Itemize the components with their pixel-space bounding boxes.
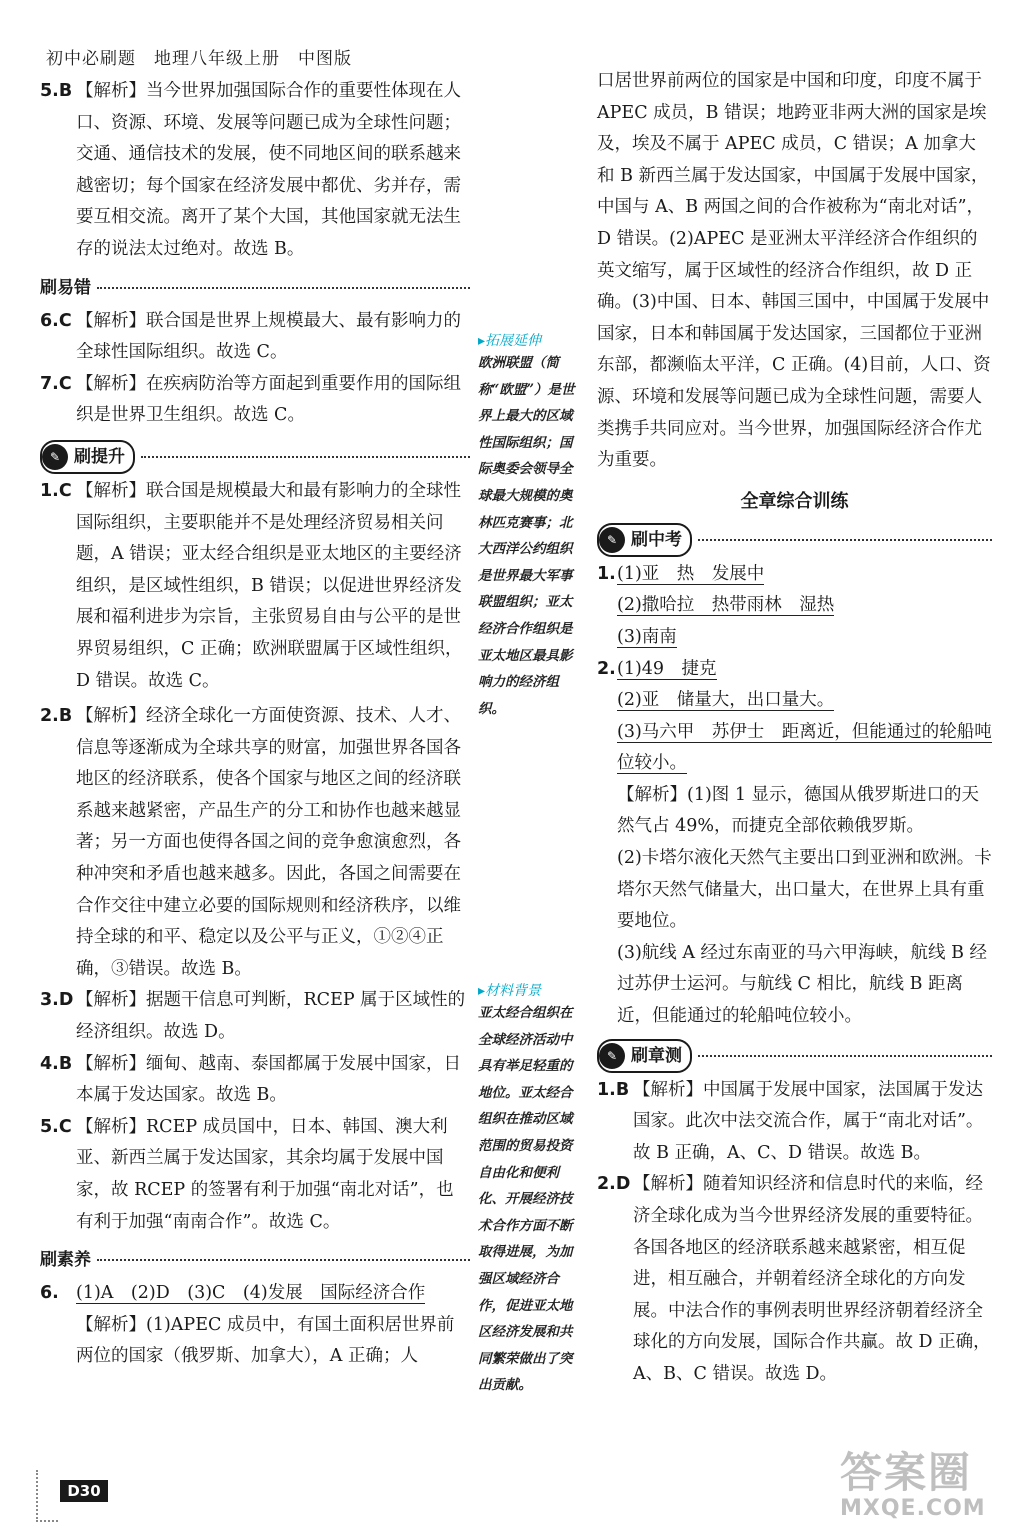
question-number: 6.C [40,310,72,331]
section-badge [597,523,692,557]
section-title: 刷中考 [631,529,682,550]
answer-5c [40,1112,470,1238]
section-suyang [40,1244,470,1276]
book-icon: ✎ [599,527,625,553]
answer-text: 【解析】(1)图 1 显示，德国从俄罗斯进口的天然气占 49%，而捷克全部依赖俄罗斯。 [617,784,980,837]
dotted-divider [698,539,992,541]
question-number: 2.B [40,706,73,727]
answer-text: (2)卡塔尔液化天然气主要出口到亚洲和欧洲。卡塔尔天然气储量大，出口量大，在世界上具有重要地位。 [617,848,992,932]
question-number: 4.B [40,1053,73,1074]
answer-text: 【解析】据题干信息可判断，RCEP 属于区域性的经济组织。故选 D。 [76,990,466,1043]
section-title: 刷提升 [74,446,125,467]
answer-text: (3)航线 A 经过东南亚的马六甲海峡，航线 B 经过苏伊士运河。与航线 C 相比，航线 B 距离近，但能通过的轮船吨位较小。 [617,942,988,1027]
page-corner-decoration [36,1470,58,1522]
question-number: 6. [40,1283,59,1304]
question-number: 1.C [40,480,72,501]
section-yicuo [40,272,470,304]
question-number: 7.C [40,373,72,394]
question-number: 3.D [40,990,74,1011]
sidebar-title-text: 拓展延伸 [485,333,542,349]
answer-5b [40,76,470,266]
section-tisheng [40,440,470,474]
watermark-line1: 答案圈 [840,1448,973,1497]
question-number: 5.C [40,1116,72,1137]
right-column [597,66,992,1391]
sidebar-title-text: 材料背景 [485,983,542,999]
section-zhongkao [597,523,992,557]
section-zhangce [597,1039,992,1073]
answer-text: 【解析】RCEP 成员国中，日本、韩国、澳大利亚、新西兰属于发达国家，其余均属于发展中国家，故 RCEP 的签署有利于加强“南北对话”，也有利于加强“南南合作”。故选 C。 [76,1116,454,1232]
answer-text: 【解析】中国属于发展中国家，法国属于发达国家。此次中法交流合作，属于“南北对话”。故 B 正确，A、C、D 错误。故选 B。 [633,1079,984,1163]
section-title: 刷章测 [631,1045,682,1066]
dotted-divider [97,1259,470,1261]
sidebar-title: ▸材料背景 [478,983,542,999]
watermark-logo [840,1440,986,1521]
answer-6 [40,1278,470,1310]
answer-c1b [597,1075,992,1170]
question-number: 1.B [597,1079,630,1100]
sidebar-text: 亚太经合组织在全球经济活动中具有举足轻重的地位。亚太经合组织在推动区域范围的贸易投资自由化和便利化、开展经济技术合作方面不断取得进展，为加强区域经济合作，促进亚太地区经济发展和共同繁荣做出了突出贡献。 [478,1005,573,1394]
answer-6c [40,306,470,369]
section-title: 刷易错 [40,277,91,298]
answer-text: 【解析】在疾病防治等方面起到重要作用的国际组织是世界卫生组织。故选 C。 [76,373,461,426]
sidebar-text: 欧洲联盟（简称“欧盟”）是世界上最大的区域性国际组织；国际奥委会领导全球最大规模的奥林匹克赛事；北大西洋公约组织是世界最大军事联盟组织；亚太经济合作组织是亚太地区最具影响力的经济组织。 [478,355,575,717]
book-icon: ✎ [42,444,68,470]
answer-4b [40,1049,470,1112]
section-title: 刷素养 [40,1250,91,1271]
sidebar-extension [478,330,578,722]
dotted-divider [698,1055,992,1057]
answer-fill: (1)49 捷克 [617,658,717,679]
answer-6-continued: 口居世界前两位的国家是中国和印度，印度不属于 APEC 成员，B 错误；地跨亚非两大洲的国家是埃及，埃及不属于 APEC 成员，C 错误；A 加拿大和 B 新西兰属于发达国家，中国属于发展中国家，中国与 A、B 两国之间的合作被称为“南北对话”，D 错误。(2)APEC 是亚洲太平洋经济合作组织的英文缩写，属于区域性的经济合作组织，故 D 正确。(3)中国、日本、韩国三国中，中国属于发展中国家，日本和韩国属于发达国家，三国都位于亚洲东部，都濒临太平洋，C 正确。(4)目前，人口、资源、环境和发展等问题已成为全球性问题，需要人类携手共同应对。当今世界，加强国际经济合作尤为重要。 [597,71,991,471]
answer-text: 【解析】(1)APEC 成员中，有国土面积居世界前两位的国家（俄罗斯、加拿大），A 正确；人 [76,1314,455,1367]
chapter-title: 全章综合训练 [740,490,849,512]
answer-z2 [597,654,992,1033]
answer-fill: (2)撒哈拉 热带雨林 湿热 [617,595,835,616]
answer-7c [40,369,470,432]
sidebar-title: ▸拓展延伸 [478,333,542,349]
sidebar-material [478,980,578,1399]
question-number: 2.D [597,1174,631,1195]
page-header: 初中必刷题 地理八年级上册 中图版 [46,49,352,69]
dotted-divider [141,456,470,458]
answer-3d [40,985,470,1048]
book-icon: ✎ [599,1043,625,1069]
answer-text: 【解析】经济全球化一方面使资源、技术、人才、信息等逐渐成为全球共享的财富，加强世界各国各地区的经济联系，使各个国家与地区之间的经济联系越来越紧密，产品生产的分工和协作也越来越显著；另一方面也使得各国之间的竞争愈演愈烈，各种冲突和矛盾也越来越多。因此，各国之间需要在合作交往中建立必要的国际规则和经济秩序，以维持全球的和平、稳定以及公平与正义，①②④正确，③错误。故选 B。 [76,706,461,979]
answer-text: 【解析】联合国是世界上规模最大、最有影响力的全球性国际组织。故选 C。 [76,310,461,363]
left-column [40,76,470,1373]
answer-text: 【解析】缅甸、越南、泰国都属于发展中国家，日本属于发达国家。故选 B。 [76,1053,461,1106]
answer-fill: (3)南南 [617,626,677,647]
answer-fill: (1)亚 热 发展中 [617,563,765,584]
watermark-line2: MXQE.COM [840,1496,986,1521]
page-number: D30 [60,1480,108,1502]
answer-6-explanation [40,1310,470,1373]
question-number: 5.B [40,81,73,101]
answer-text: 【解析】当今世界加强国际合作的重要性体现在人口、资源、环境、发展等问题已成为全球性问题；交通、通信技术的发展，使不同地区间的联系越来越密切；每个国家在经济发展中都优、劣并存，需要互相交流。离开了某个大国，其他国家就无法生存的说法太过绝对。故选 B。 [76,81,461,259]
answer-2b [40,701,470,985]
section-badge [40,440,135,474]
answer-fill: (1)A (2)D (3)C (4)发展 国际经济合作 [76,1283,426,1304]
answer-fill: (2)亚 储量大，出口量大。 [617,690,835,711]
answer-text: 【解析】联合国是规模最大和最有影响力的全球性国际组织，主要职能并不是处理经济贸易相关问题，A 错误；亚太经合组织是亚太地区的主要经济组织，是区域性组织，B 错误；以促进世界经济发展和福利进步为宗旨，主张贸易自由与公平的是世界贸易组织，C 正确；欧洲联盟属于区域性组织，D 错误。故选 C。 [76,480,463,691]
answer-text: 【解析】随着知识经济和信息时代的来临，经济全球化成为当今世界经济发展的重要特征。各国各地区的经济联系越来越紧密，相互促进，相互融合，并朝着经济全球化的方向发展。中法合作的事例表明世界经济朝着经济全球化的方向发展，国际合作共赢。故 D 正确，A、B、C 错误。故选 D。 [633,1174,991,1384]
question-number: 2. [597,658,616,679]
answer-1c [40,476,470,697]
question-number: 1. [597,563,616,584]
answer-fill: (3)马六甲 苏伊士 距离近，但能通过的轮船吨位较小。 [617,721,992,774]
section-badge [597,1039,692,1073]
answer-z1 [597,559,992,654]
dotted-divider [97,287,470,289]
answer-c2d [597,1169,992,1390]
